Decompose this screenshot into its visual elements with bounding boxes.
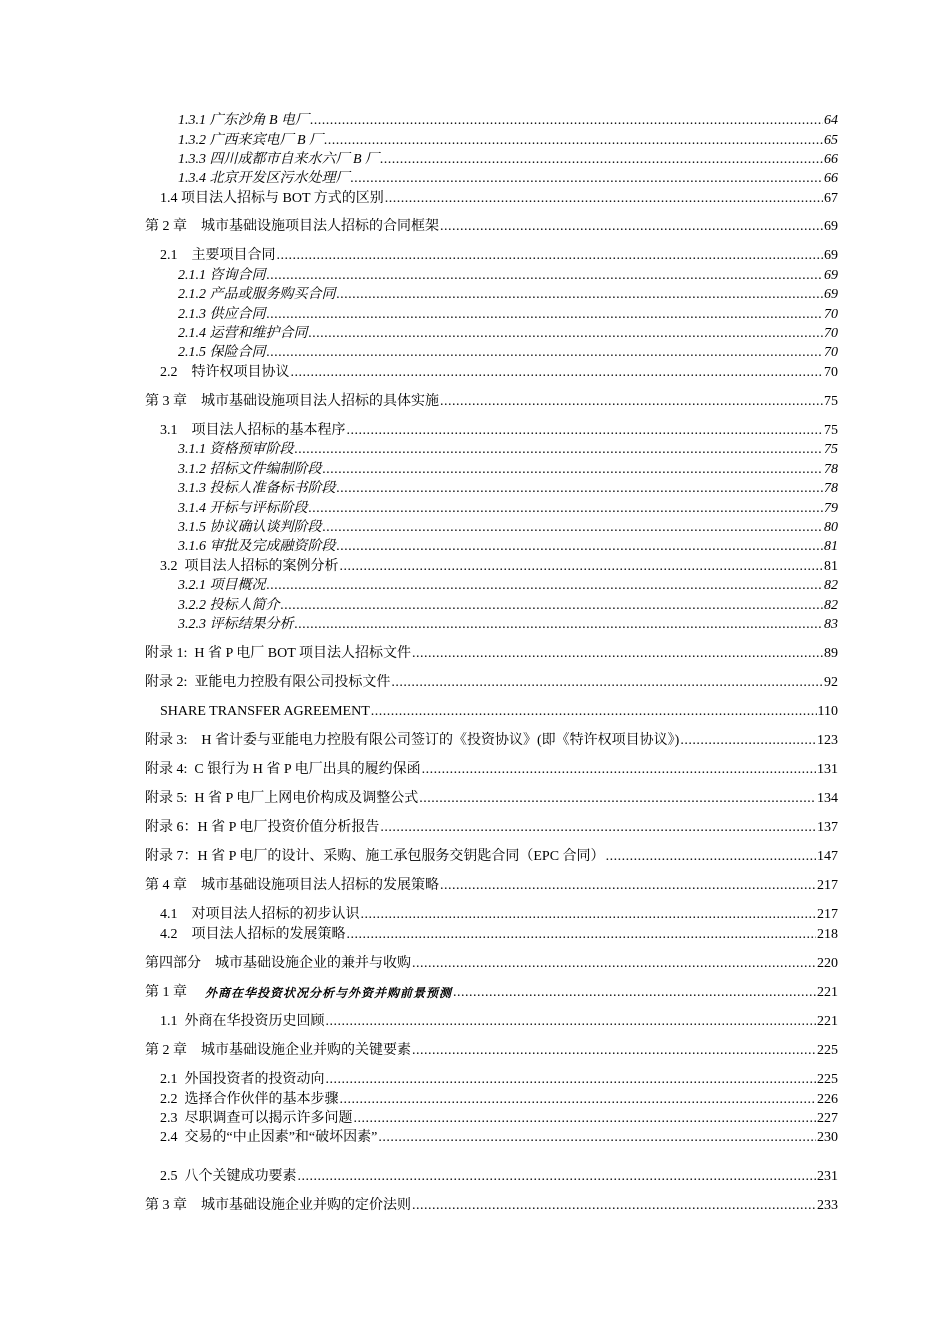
toc-dot-leader — [378, 1129, 816, 1147]
toc-entry-page-number: 69 — [824, 248, 838, 263]
toc-entry-title: 附录 2: 亚能电力控股有限公司投标文件 — [145, 675, 391, 690]
toc-entry[interactable] — [178, 110, 838, 130]
toc-entry[interactable] — [178, 614, 838, 634]
toc-entry-title: 附录 4: C 银行为 H 省 P 电厂出具的履约保函 — [145, 762, 421, 777]
toc-dot-leader — [340, 558, 824, 576]
toc-dot-leader — [606, 848, 816, 866]
toc-entry-title: 附录 6：H 省 P 电厂投资价值分析报告 — [145, 820, 380, 835]
toc-dot-leader — [324, 132, 823, 150]
toc-entry-title: 4.2 项目法人招标的发展策略 — [160, 927, 346, 942]
toc-entry-page-number: 70 — [824, 307, 838, 322]
toc-dot-leader — [453, 984, 816, 1002]
toc-entry-page-number: 227 — [817, 1111, 838, 1126]
toc-dot-leader — [412, 645, 823, 663]
toc-entry-title: 3.1.3 投标人准备标书阶段 — [178, 481, 336, 496]
toc-entry-page-number: 217 — [817, 878, 838, 893]
toc-entry-page-number: 221 — [817, 985, 838, 1000]
toc-entry-page-number: 231 — [817, 1169, 838, 1184]
toc-entry-title: 2.2 特许权项目协议 — [160, 365, 290, 380]
toc-dot-leader — [309, 500, 824, 518]
toc-dot-leader — [337, 286, 824, 304]
toc-entry-title: 2.1.2 产品或服务购买合同 — [178, 287, 336, 302]
toc-entry[interactable] — [178, 439, 838, 459]
toc-entry-page-number: 78 — [824, 462, 838, 477]
toc-entry[interactable] — [160, 924, 838, 944]
toc-entry[interactable] — [145, 730, 838, 750]
toc-entry-page-number: 82 — [824, 578, 838, 593]
toc-entry[interactable] — [145, 1195, 838, 1215]
toc-entry-title: 附录 7：H 省 P 电厂的设计、采购、施工承包服务交钥匙合同（EPC 合同） — [145, 849, 605, 864]
toc-entry[interactable] — [145, 875, 838, 895]
toc-entry[interactable] — [145, 846, 838, 866]
toc-entry[interactable] — [178, 459, 838, 479]
toc-entry-title: 3.2.2 投标人简介 — [178, 598, 280, 613]
toc-entry-page-number: 78 — [824, 481, 838, 496]
toc-dot-leader — [440, 218, 823, 236]
toc-entry-page-number: 226 — [817, 1092, 838, 1107]
toc-entry-title: 2.1.5 保险合同 — [178, 345, 266, 360]
toc-dot-leader — [680, 732, 816, 750]
toc-entry-page-number: 81 — [824, 559, 838, 574]
toc-dot-leader — [419, 790, 816, 808]
toc-entry-title: 3.1 项目法人招标的基本程序 — [160, 423, 346, 438]
toc-entry-title: 3.1.4 开标与评标阶段 — [178, 501, 308, 516]
toc-entry-page-number: 75 — [824, 442, 838, 457]
toc-entry[interactable] — [178, 575, 838, 595]
toc-entry-title: 1.3.1 广东沙角 B 电厂 — [178, 113, 310, 128]
toc-entry-page-number: 110 — [817, 704, 838, 719]
toc-entry-page-number: 225 — [817, 1072, 838, 1087]
toc-entry-title: 2.4 交易的“中止因素”和“破坏因素” — [160, 1130, 378, 1145]
toc-entry[interactable] — [160, 362, 838, 382]
toc-dot-leader — [385, 190, 823, 208]
toc-entry[interactable] — [178, 517, 838, 537]
toc-dot-leader — [412, 1042, 816, 1060]
toc-entry-page-number: 123 — [817, 733, 838, 748]
toc-entry[interactable] — [145, 672, 838, 692]
toc-entry-page-number: 220 — [817, 956, 838, 971]
toc-entry[interactable] — [178, 498, 838, 518]
toc-entry[interactable] — [145, 643, 838, 663]
toc-entry[interactable] — [160, 1166, 838, 1186]
toc-entry-page-number: 79 — [824, 501, 838, 516]
toc-entry-title: 2.1 外国投资者的投资动向 — [160, 1072, 325, 1087]
toc-entry-page-number: 81 — [824, 539, 838, 554]
toc-entry[interactable] — [178, 342, 838, 362]
toc-entry-page-number: 69 — [824, 287, 838, 302]
toc-entry[interactable] — [160, 188, 838, 208]
toc-entry-title: 2.1 主要项目合同 — [160, 248, 276, 263]
toc-dot-leader — [277, 247, 824, 265]
toc-entry-page-number: 225 — [817, 1043, 838, 1058]
toc-entry-page-number: 83 — [824, 617, 838, 632]
toc-dot-leader — [267, 267, 824, 285]
toc-dot-leader — [391, 674, 823, 692]
toc-entry[interactable] — [145, 788, 838, 808]
toc-dot-leader — [291, 364, 824, 382]
toc-dot-leader — [347, 422, 824, 440]
toc-entry-page-number: 137 — [817, 820, 838, 835]
toc-dot-leader — [298, 1168, 817, 1186]
toc-entry-title: 第 2 章 城市基础设施项目法人招标的合同框架 — [145, 219, 439, 234]
toc-dot-leader — [337, 538, 824, 556]
toc-entry-page-number: 70 — [824, 365, 838, 380]
toc-entry-title: 2.2 选择合作伙伴的基本步骤 — [160, 1092, 339, 1107]
toc-entry-page-number: 233 — [817, 1198, 838, 1213]
toc-entry-title: 第 3 章 城市基础设施企业并购的定价法则 — [145, 1198, 411, 1213]
toc-entry-page-number: 70 — [824, 326, 838, 341]
toc-entry[interactable] — [145, 982, 838, 1002]
toc-dot-leader — [267, 577, 824, 595]
toc-dot-leader — [351, 170, 824, 188]
toc-entry-page-number: 218 — [817, 927, 838, 942]
toc-dot-leader — [326, 1071, 817, 1089]
toc-entry-page-number: 230 — [817, 1130, 838, 1145]
toc-entry-title: 3.1.1 资格预审阶段 — [178, 442, 294, 457]
toc-entry-page-number: 65 — [824, 133, 838, 148]
toc-entry-title: 第 2 章 城市基础设施企业并购的关键要素 — [145, 1043, 411, 1058]
toc-entry-page-number: 66 — [824, 152, 838, 167]
toc-entry-page-number: 89 — [824, 646, 838, 661]
toc-entry[interactable] — [145, 953, 838, 973]
toc-entry-page-number: 64 — [824, 113, 838, 128]
toc-dot-leader — [337, 480, 824, 498]
toc-entry-page-number: 217 — [817, 907, 838, 922]
toc-entry[interactable] — [145, 817, 838, 837]
toc-entry-page-number: 92 — [824, 675, 838, 690]
toc-entry[interactable] — [160, 556, 838, 576]
toc-entry-title: 3.1.2 招标文件编制阶段 — [178, 462, 322, 477]
toc-dot-leader — [440, 393, 823, 411]
toc-entry[interactable] — [145, 216, 838, 236]
toc-entry-title: 2.3 尽职调查可以揭示许多问题 — [160, 1111, 353, 1126]
toc-entry-title: 3.2 项目法人招标的案例分析 — [160, 559, 339, 574]
toc-entry-title: 2.1.1 咨询合同 — [178, 268, 266, 283]
toc-entry-title: 第四部分 城市基础设施企业的兼并与收购 — [145, 956, 411, 971]
toc-entry-title: 3.2.3 评标结果分析 — [178, 617, 294, 632]
toc-dot-leader — [323, 519, 824, 537]
toc-entry-title: 3.1.5 协议确认谈判阶段 — [178, 520, 322, 535]
toc-entry-title: 第 4 章 城市基础设施项目法人招标的发展策略 — [145, 878, 439, 893]
toc-entry-page-number: 131 — [817, 762, 838, 777]
toc-dot-leader — [295, 441, 824, 459]
toc-entry-title: SHARE TRANSFER AGREEMENT — [160, 704, 370, 719]
toc-dot-leader — [309, 325, 824, 343]
toc-dot-leader — [281, 597, 824, 615]
toc-entry[interactable] — [160, 701, 838, 721]
toc-entry-page-number: 82 — [824, 598, 838, 613]
toc-entry-title: 3.2.1 项目概况 — [178, 578, 266, 593]
toc-dot-leader — [422, 761, 816, 779]
toc-dot-leader — [380, 151, 823, 169]
toc-entry[interactable] — [178, 149, 838, 169]
toc-entry-title: 附录 3: H 省计委与亚能电力控股有限公司签订的《投资协议》(即《特许权项目协议》) — [145, 733, 680, 748]
toc-entry[interactable] — [145, 759, 838, 779]
toc-dot-leader — [267, 306, 824, 324]
toc-entry-prefix: 第 1 章 — [145, 985, 187, 1000]
toc-dot-leader — [340, 1091, 817, 1109]
toc-entry[interactable] — [160, 1108, 838, 1128]
toc-entry-title: 2.1.3 供应合同 — [178, 307, 266, 322]
toc-dot-leader — [347, 926, 817, 944]
toc-entry[interactable] — [178, 284, 838, 304]
toc-dot-leader — [440, 877, 816, 895]
toc-entry-page-number: 221 — [817, 1014, 838, 1029]
toc-entry-title: 第 3 章 城市基础设施项目法人招标的具体实施 — [145, 394, 439, 409]
toc-entry[interactable] — [145, 1040, 838, 1060]
toc-dot-leader — [326, 1013, 817, 1031]
toc-entry[interactable] — [160, 1011, 838, 1031]
toc-entry-page-number: 75 — [824, 423, 838, 438]
toc-entry[interactable] — [178, 304, 838, 324]
toc-entry[interactable] — [160, 420, 838, 440]
toc-entry[interactable] — [160, 1069, 838, 1089]
toc-entry-title: 2.1.4 运营和维护合同 — [178, 326, 308, 341]
toc-entry[interactable] — [178, 595, 838, 615]
toc-entry[interactable] — [178, 478, 838, 498]
toc-entry-page-number: 70 — [824, 345, 838, 360]
toc-entry-page-number: 80 — [824, 520, 838, 535]
toc-entry-title: 1.1 外商在华投资历史回顾 — [160, 1014, 325, 1029]
toc-entry-page-number: 66 — [824, 171, 838, 186]
toc-entry-page-number: 147 — [817, 849, 838, 864]
toc-dot-leader — [323, 461, 824, 479]
toc-dot-leader — [267, 344, 824, 362]
toc-entry[interactable] — [160, 1089, 838, 1109]
toc-entry-title: 附录 5: H 省 P 电厂上网电价构成及调整公式 — [145, 791, 419, 806]
toc-entry-page-number: 134 — [817, 791, 838, 806]
toc-entry[interactable] — [160, 904, 838, 924]
toc-entry-title: 1.3.3 四川成都市自来水六厂 B 厂 — [178, 152, 380, 167]
toc-entry-title: 4.1 对项目法人招标的初步认识 — [160, 907, 360, 922]
toc-entry[interactable] — [160, 245, 838, 265]
toc-entry[interactable] — [145, 391, 838, 411]
toc-entry-title: 1.3.2 广西来宾电厂 B 厂 — [178, 133, 324, 148]
toc-entry-title: 1.4 项目法人招标与 BOT 方式的区别 — [160, 191, 384, 206]
toc-entry[interactable] — [178, 130, 838, 150]
toc-entry-title: 附录 1: H 省 P 电厂 BOT 项目法人招标文件 — [145, 646, 412, 661]
toc-entry-title: 2.5 八个关键成功要素 — [160, 1169, 297, 1184]
toc-dot-leader — [412, 955, 816, 973]
toc-entry-page-number: 75 — [824, 394, 838, 409]
toc-entry-page-number: 67 — [824, 191, 838, 206]
toc-entry[interactable] — [178, 536, 838, 556]
toc-entry-page-number: 69 — [824, 268, 838, 283]
toc-entry[interactable] — [178, 168, 838, 188]
toc-dot-leader — [361, 906, 817, 924]
toc-entry-page-number: 69 — [824, 219, 838, 234]
toc-dot-leader — [371, 703, 817, 721]
toc-entry-title: 1.3.4 北京开发区污水处理厂 — [178, 171, 350, 186]
toc-dot-leader — [310, 112, 823, 130]
toc-dot-leader — [354, 1110, 817, 1128]
toc-entry-title: 3.1.6 审批及完成融资阶段 — [178, 539, 336, 554]
toc-dot-leader — [380, 819, 816, 837]
toc-entry[interactable] — [178, 323, 838, 343]
toc-entry[interactable] — [178, 265, 838, 285]
toc-dot-leader — [295, 616, 824, 634]
toc-entry-title: 外商在华投资状况分析与外资并购前景预测 — [205, 986, 453, 1000]
toc-entry[interactable] — [160, 1127, 838, 1147]
toc-dot-leader — [412, 1197, 816, 1215]
